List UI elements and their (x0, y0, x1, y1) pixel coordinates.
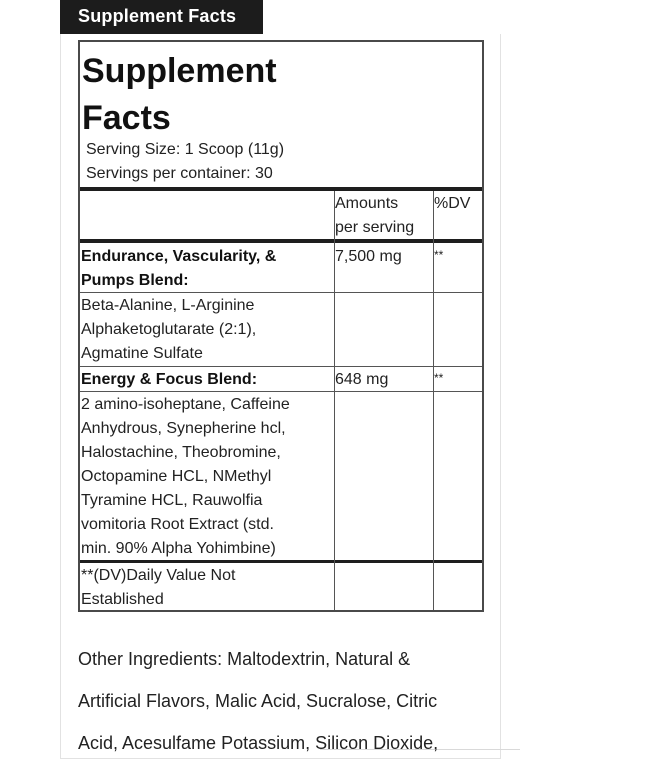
supplement-facts-tab[interactable] (60, 0, 263, 34)
supplement-facts-table (78, 40, 484, 612)
blend-name (81, 368, 257, 392)
dv-value: ** (434, 371, 444, 385)
footnote-line: **(DV)Daily Value Not (81, 567, 236, 584)
tab-label: Supplement Facts (78, 6, 237, 26)
other-ingredients (78, 638, 488, 764)
other-ingredients-line: Acid, Acesulfame Potassium, Silicon Dioxide, (78, 733, 439, 753)
ingredient-line: vomitoria Root Extract (std. (81, 516, 274, 533)
blend-ingredients (81, 393, 290, 561)
other-ingredients-line: Artificial Flavors, Malic Acid, Sucralose, Citric (78, 691, 438, 711)
ingredient-line: Octopamine HCL, NMethyl (81, 468, 272, 485)
facts-title-line: Facts (82, 99, 171, 137)
blend-name-line: Endurance, Vascularity, & (81, 248, 277, 265)
ingredient-line: Halostachine, Theobromine, (81, 444, 281, 461)
footnote-line: Established (81, 591, 164, 608)
blend-name-line: Energy & Focus Blend: (81, 371, 258, 388)
ingredient-line: Alphaketoglutarate (2:1), (81, 321, 257, 338)
blend-name (81, 245, 276, 293)
ingredient-line: min. 90% Alpha Yohimbine) (81, 540, 276, 557)
dv-header: %DV (434, 195, 471, 212)
facts-title (82, 48, 277, 142)
amount-header (335, 192, 414, 240)
servings-per-container: Servings per container: 30 (86, 165, 273, 182)
dv-footnote (81, 564, 235, 612)
ingredient-line: Anhydrous, Synepherine hcl, (81, 420, 286, 437)
row-divider (80, 366, 482, 367)
thick-divider (80, 187, 482, 191)
thick-divider (80, 239, 482, 243)
amount-value: 648 mg (335, 371, 389, 388)
amount-value: 7,500 mg (335, 248, 402, 265)
serving-size: Serving Size: 1 Scoop (11g) (86, 141, 285, 158)
ingredient-line: Agmatine Sulfate (81, 345, 203, 362)
ingredient-line: Beta-Alanine, L-Arginine (81, 297, 255, 314)
dv-value: ** (434, 248, 444, 262)
amount-header-line: Amounts (335, 195, 399, 212)
facts-title-line: Supplement (82, 52, 277, 90)
other-ingredients-line: Other Ingredients: Maltodextrin, Natural & (78, 649, 411, 669)
blend-ingredients (81, 294, 256, 366)
amount-header-line: per serving (335, 219, 415, 236)
ingredient-line: Tyramine HCL, Rauwolfia (81, 492, 263, 509)
blend-name-line: Pumps Blend: (81, 272, 189, 289)
ingredient-line: 2 amino-isoheptane, Caffeine (81, 396, 290, 413)
